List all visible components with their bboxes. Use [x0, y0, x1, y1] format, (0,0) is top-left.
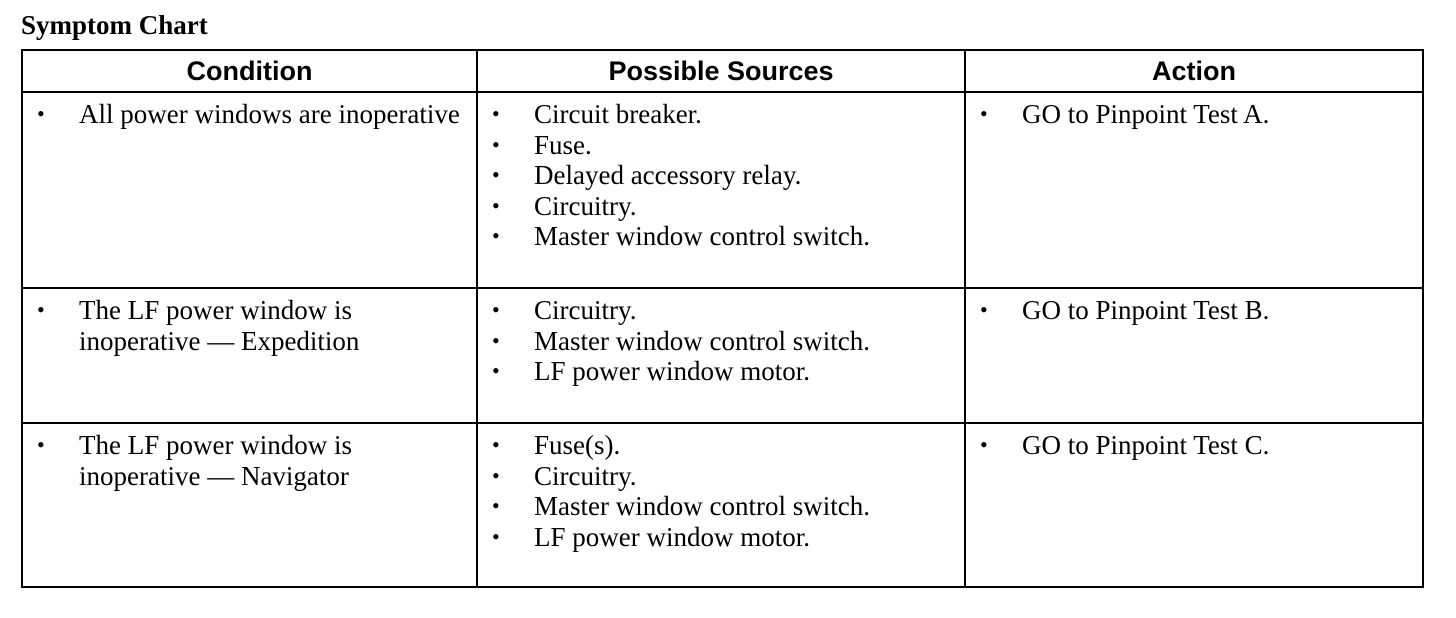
list-item — [478, 160, 964, 191]
action-cell — [965, 423, 1423, 587]
source-text: Circuitry. — [534, 190, 637, 221]
bullet-icon: • — [980, 101, 988, 126]
sources-list — [478, 430, 964, 552]
action-text: GO to Pinpoint Test A. — [1022, 99, 1270, 129]
list-item — [478, 491, 964, 522]
chart-title: Symptom Chart — [21, 10, 208, 40]
action-cell — [965, 92, 1423, 288]
bullet-icon: • — [37, 101, 45, 126]
source-text: Fuse. — [534, 129, 592, 160]
list-item — [23, 430, 476, 491]
list-item — [478, 522, 964, 553]
bullet-icon: • — [492, 462, 500, 488]
list-item — [966, 430, 1422, 461]
action-text: GO to Pinpoint Test C. — [1022, 430, 1270, 460]
source-text: Delayed accessory relay. — [534, 160, 802, 190]
action-list — [966, 295, 1422, 326]
list-item — [478, 130, 964, 161]
table-row — [22, 288, 1423, 423]
condition-cell — [22, 288, 477, 423]
condition-list — [23, 295, 476, 356]
condition-list — [23, 99, 476, 130]
bullet-icon: • — [492, 192, 500, 218]
list-item — [478, 221, 964, 252]
condition-list — [23, 430, 476, 491]
bullet-icon: • — [492, 358, 500, 383]
list-item — [23, 99, 476, 130]
bullet-icon: • — [980, 297, 988, 322]
bullet-icon: • — [492, 432, 500, 457]
symptom-table — [21, 49, 1424, 588]
list-item — [478, 99, 964, 130]
sources-cell — [477, 92, 965, 288]
column-header-possible-sources: Possible Sources — [477, 50, 965, 92]
action-cell — [965, 288, 1423, 423]
source-text: Circuit breaker. — [534, 99, 702, 129]
bullet-icon: • — [492, 223, 500, 248]
bullet-icon: • — [37, 432, 45, 457]
list-item — [478, 191, 964, 222]
sources-list — [478, 295, 964, 387]
condition-cell — [22, 423, 477, 587]
table-row — [22, 92, 1423, 288]
list-item — [966, 99, 1422, 130]
bullet-icon: • — [492, 523, 500, 549]
column-header-condition: Condition — [22, 50, 477, 92]
column-header-action: Action — [965, 50, 1423, 92]
bullet-icon: • — [492, 297, 500, 322]
list-item — [478, 356, 964, 387]
source-text: Master window control switch. — [534, 221, 870, 251]
action-list — [966, 99, 1422, 130]
header-row — [22, 50, 1423, 92]
sources-cell — [477, 288, 965, 423]
list-item — [478, 295, 964, 326]
source-text: LF power window motor. — [534, 356, 810, 386]
source-text: Master window control switch. — [534, 325, 870, 356]
list-item — [478, 326, 964, 357]
condition-text: All power windows are inoperative — [79, 99, 460, 129]
source-text: Master window control switch. — [534, 491, 870, 521]
source-text: LF power window motor. — [534, 521, 810, 552]
condition-cell — [22, 92, 477, 288]
source-text: Circuitry. — [534, 295, 637, 325]
bullet-icon: • — [37, 297, 45, 322]
list-item — [23, 295, 476, 356]
source-text: Fuse(s). — [534, 430, 621, 460]
condition-text: The LF power window is inoperative — Navigator — [79, 430, 352, 491]
condition-text: The LF power window is inoperative — Expedition — [79, 295, 360, 356]
bullet-icon: • — [492, 162, 500, 187]
bullet-icon: • — [492, 131, 500, 157]
bullet-icon: • — [492, 493, 500, 518]
table-row — [22, 423, 1423, 587]
bullet-icon: • — [492, 327, 500, 353]
list-item — [966, 295, 1422, 326]
list-item — [478, 430, 964, 461]
source-text: Circuitry. — [534, 460, 637, 491]
list-item — [478, 461, 964, 492]
action-text: GO to Pinpoint Test B. — [1022, 295, 1270, 325]
sources-list — [478, 99, 964, 252]
action-list — [966, 430, 1422, 461]
bullet-icon: • — [980, 432, 988, 457]
bullet-icon: • — [492, 101, 500, 126]
sources-cell — [477, 423, 965, 587]
